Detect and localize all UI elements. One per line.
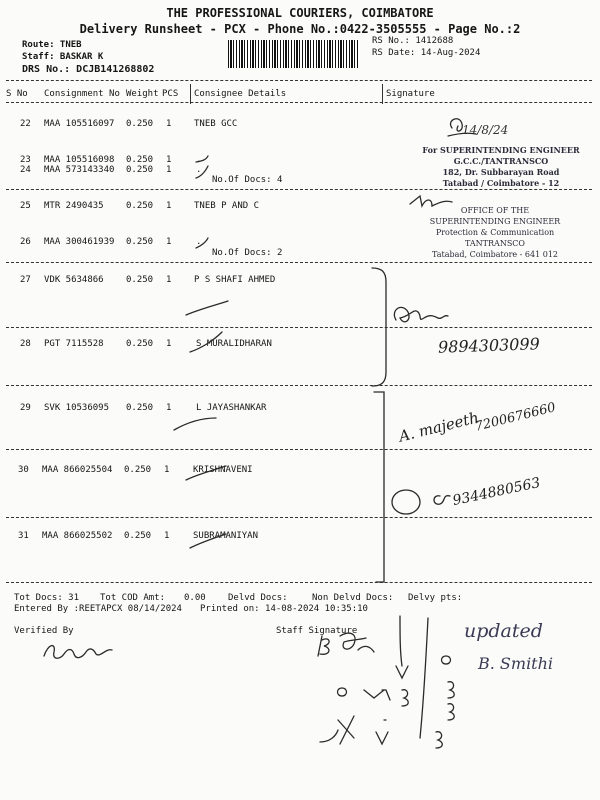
row-consignment: MAA 573143340: [44, 165, 115, 175]
handwritten-name: A. majeeth: [397, 408, 481, 446]
row-pcs: 1: [164, 465, 170, 475]
handwritten-phone: 7200676660: [473, 400, 558, 435]
signature-mark: [394, 307, 448, 321]
staff-signature: [318, 633, 374, 656]
row-weight: 0.250: [126, 119, 154, 129]
tick-mark: [196, 156, 208, 178]
row-consignee: S MURALIDHARAN: [196, 339, 272, 349]
row-weight: 0.250: [124, 465, 152, 475]
col-pcs: PCS: [162, 89, 179, 99]
row-weight: 0.250: [126, 237, 154, 247]
signature-mark: [434, 496, 450, 505]
runsheet-subtitle: Delivery Runsheet - PCX - Phone No.:0422-3505555 - Page No.:2: [79, 22, 521, 36]
printed-on: Printed on: 14-08-2024 10:35:10: [200, 604, 368, 614]
group-docs-count: No.Of Docs: 2: [212, 248, 283, 258]
row-sno: 24: [20, 165, 31, 175]
row-pcs: 1: [166, 339, 172, 349]
tick-mark: [196, 238, 208, 248]
row-consignment: MAA 866025502: [42, 531, 113, 541]
stroke-mark: [420, 618, 428, 738]
row-pcs: 1: [166, 119, 172, 129]
non-delivered-docs: Non Delvd Docs:: [312, 593, 394, 603]
row-pcs: 1: [164, 531, 170, 541]
row-consignee: .: [196, 155, 202, 165]
row-consignee: KRISHNAVENI: [193, 465, 253, 475]
total-docs: Tot Docs: 31: [14, 593, 80, 603]
col-weight: Weight: [126, 89, 159, 99]
runsheet-title: THE PROFESSIONAL COURIERS, COIMBATORE: [166, 6, 434, 20]
stamp-line: Tatabad, Coimbatore - 641 012: [432, 250, 558, 259]
bracket-mark: [372, 268, 386, 386]
verified-by: Verified By: [14, 626, 74, 636]
handwritten-updated-name: B. Smithi: [478, 654, 554, 673]
row-weight: 0.250: [126, 339, 154, 349]
row-pcs: 1: [166, 275, 172, 285]
handwritten-phone: 9344880563: [451, 474, 542, 510]
row-sno: 29: [20, 403, 31, 413]
row-consignment: MTR 2490435: [44, 201, 104, 211]
signature-mark: [392, 490, 420, 514]
stamp-line: For SUPERINTENDING ENGINEER: [422, 145, 580, 155]
tally-mark: [320, 716, 442, 748]
row-consignment: PGT 7115528: [44, 339, 104, 349]
row-consignee: TNEB P AND C: [194, 201, 260, 211]
row-sno: 25: [20, 201, 31, 211]
row-sno: 28: [20, 339, 31, 349]
row-consignee: .: [196, 237, 202, 247]
row-weight: 0.250: [126, 165, 154, 175]
route-label: Route: TNEB: [22, 40, 82, 50]
verifier-signature: [44, 646, 112, 659]
row-weight: 0.250: [126, 155, 154, 165]
staff-signature-label: Staff Signature: [276, 626, 358, 636]
signature-mark: [410, 196, 452, 206]
tally-mark: [382, 682, 454, 720]
tally-mark: [338, 656, 451, 698]
signature-mark: [448, 119, 476, 136]
stamp-line: 182, Dr. Subbarayan Road: [442, 167, 560, 177]
staff-label: Staff: BASKAR K: [22, 52, 104, 62]
col-consignee: Consignee Details: [194, 89, 287, 99]
bracket-mark: [374, 392, 384, 582]
tick-mark: [186, 301, 228, 315]
row-pcs: 1: [166, 237, 172, 247]
rs-number: RS No.: 1412688: [372, 36, 454, 46]
row-sno: 23: [20, 155, 31, 165]
row-weight: 0.250: [126, 275, 154, 285]
row-consignment: MAA 300461939: [44, 237, 115, 247]
entered-by: Entered By :REETAPCX 08/14/2024: [14, 604, 182, 614]
row-weight: 0.250: [126, 403, 154, 413]
stamp-line: G.C.C./TANTRANSCO: [453, 156, 549, 166]
total-cod-label: Tot COD Amt:: [100, 593, 166, 603]
delivered-docs: Delvd Docs:: [228, 593, 288, 603]
row-sno: 27: [20, 275, 31, 285]
row-consignee: SUBRAMANIYAN: [193, 531, 259, 541]
rs-date: RS Date: 14-Aug-2024: [372, 48, 481, 58]
stamp-line: Protection & Communication: [435, 228, 555, 237]
delivery-points: Delvy pts:: [408, 593, 463, 603]
handwritten-phone: 9894303099: [437, 334, 541, 357]
row-consignee: TNEB GCC: [194, 119, 238, 129]
col-sno: S No: [6, 89, 28, 99]
row-sno: 31: [18, 531, 29, 541]
tick-mark: [190, 332, 222, 352]
row-weight: 0.250: [126, 201, 154, 211]
row-pcs: 1: [166, 165, 172, 175]
stamp-line: SUPERINTENDING ENGINEER: [429, 217, 561, 226]
tick-mark: [190, 534, 226, 548]
row-consignment: SVK 10536095: [44, 403, 110, 413]
row-consignment: MAA 105516098: [44, 155, 115, 165]
stamp-line: Tatabad / Coimbatore - 12: [442, 178, 560, 188]
row-consignment: MAA 866025504: [42, 465, 113, 475]
row-consignee: .: [196, 165, 202, 175]
handwritten-updated: updated: [464, 620, 543, 642]
row-sno: 22: [20, 119, 31, 129]
group-docs-count: No.Of Docs: 4: [212, 175, 283, 185]
drs-number: DRS No.: DCJB141268802: [22, 64, 155, 75]
row-consignee: L JAYASHANKAR: [196, 403, 267, 413]
row-weight: 0.250: [124, 531, 152, 541]
row-pcs: 1: [166, 155, 172, 165]
row-sno: 30: [18, 465, 29, 475]
tick-mark: [174, 418, 216, 430]
tick-mark: [186, 466, 226, 480]
col-signature: Signature: [386, 89, 435, 99]
total-cod-value: 0.00: [184, 593, 206, 603]
row-pcs: 1: [166, 403, 172, 413]
row-consignee: P S SHAFI AHMED: [194, 275, 276, 285]
col-consignment: Consignment No: [44, 89, 120, 99]
row-consignment: VDK 5634866: [44, 275, 104, 285]
row-pcs: 1: [166, 201, 172, 211]
row-consignment: MAA 105516097: [44, 119, 115, 129]
stamp-line: OFFICE OF THE: [460, 206, 530, 215]
stroke-mark: [400, 616, 402, 666]
handwritten-date: 14/8/24: [462, 123, 509, 137]
row-sno: 26: [20, 237, 31, 247]
stamp-line: TANTRANSCO: [465, 239, 525, 248]
